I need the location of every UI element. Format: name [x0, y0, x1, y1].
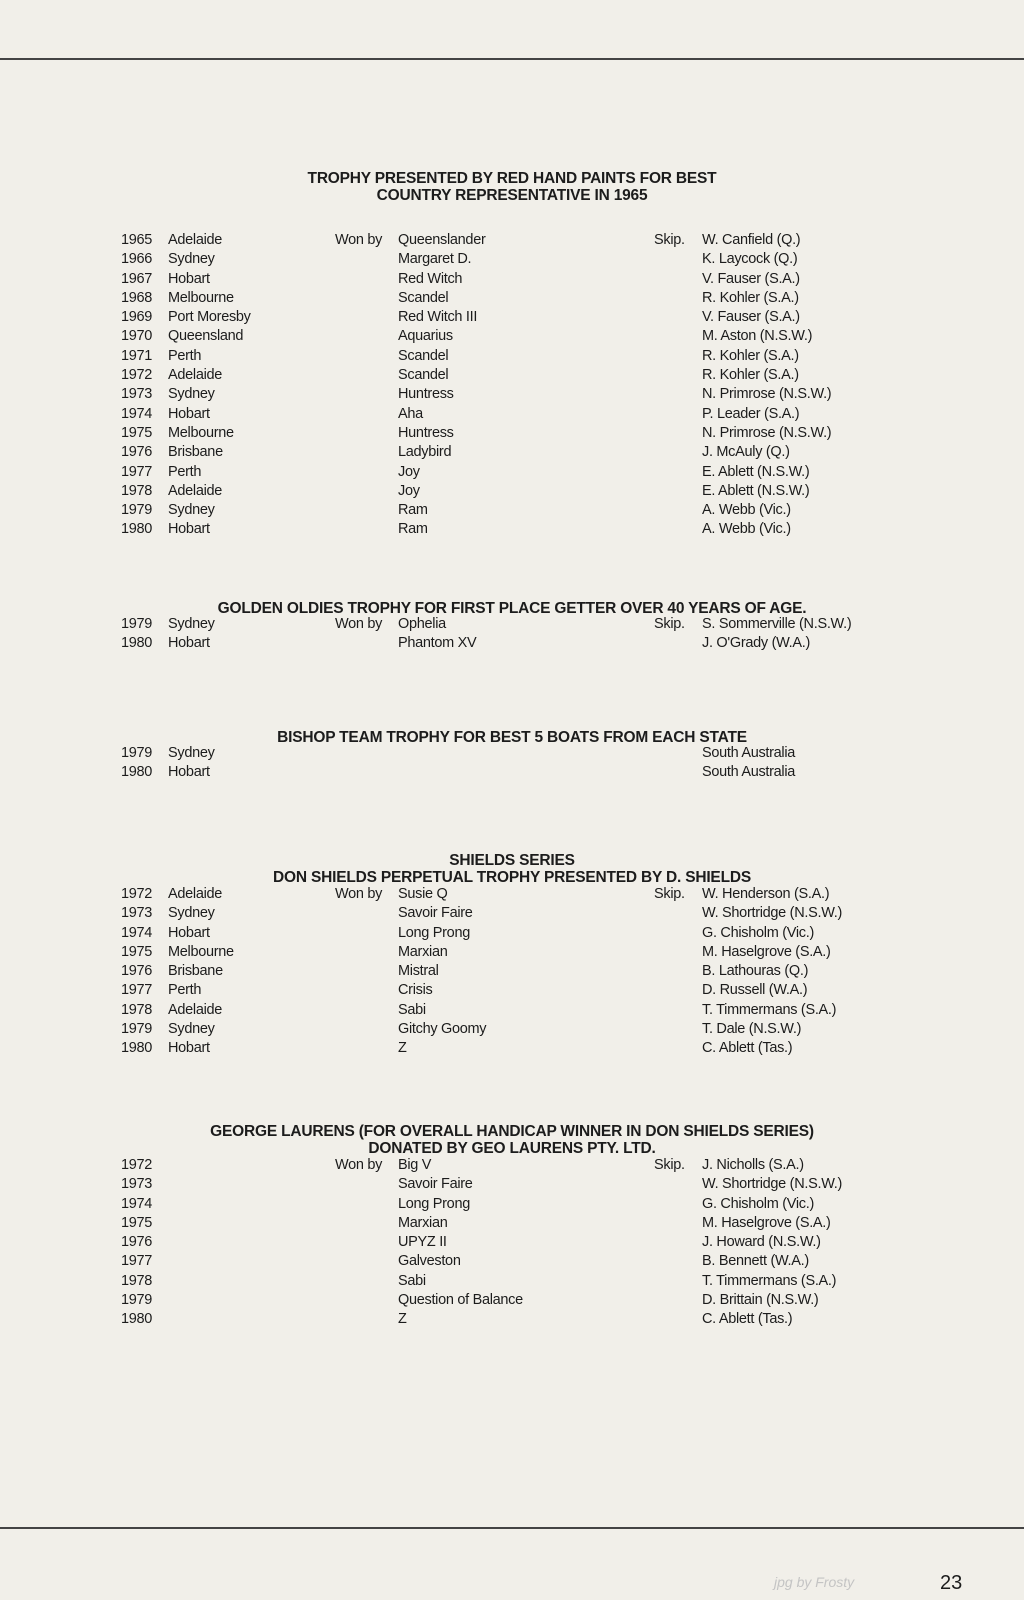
year-cell: 1978 [121, 482, 153, 499]
table-row [0, 289, 1024, 308]
venue-cell: Sydney [168, 1021, 215, 1038]
table-row [0, 501, 1024, 520]
watermark-text: jpg by Frosty [774, 1574, 855, 1590]
skipper-cell: W. Henderson (S.A.) [702, 886, 830, 902]
year-cell: 1968 [121, 289, 153, 306]
table-row [0, 1310, 1024, 1329]
table-row [0, 744, 1024, 763]
skipper-cell: D. Brittain (N.S.W.) [702, 1292, 819, 1309]
skip-label: Skip. [654, 1157, 685, 1173]
bottom-rule [0, 1527, 1024, 1529]
title-line: SHIELDS SERIES [449, 852, 575, 869]
boat-name-cell: Mistral [398, 963, 439, 980]
boat-name-cell: Red Witch III [398, 309, 478, 326]
table-row [0, 463, 1024, 482]
table-row [0, 1252, 1024, 1271]
table-row [0, 885, 1024, 904]
won-by-label: Won by [335, 232, 383, 248]
skipper-cell: P. Leader (S.A.) [702, 405, 800, 422]
boat-name-cell: Huntress [398, 424, 454, 441]
skipper-cell: V. Fauser (S.A.) [702, 270, 800, 287]
won-by-label: Won by [335, 616, 383, 632]
title-line: BISHOP TEAM TROPHY FOR BEST 5 BOATS FROM EACH STATE [277, 729, 747, 746]
boat-name-cell: Aquarius [398, 328, 453, 345]
year-cell: 1979 [121, 502, 153, 519]
boat-name-cell: Scandel [398, 367, 449, 384]
year-cell: 1979 [121, 1021, 153, 1038]
boat-name-cell: UPYZ II [398, 1234, 447, 1251]
venue-cell: Melbourne [168, 424, 234, 441]
venue-cell: Hobart [168, 270, 210, 287]
table-row [0, 1156, 1024, 1175]
skipper-cell: E. Ablett (N.S.W.) [702, 463, 810, 480]
boat-name-cell: Phantom XV [398, 635, 477, 652]
table-row [0, 231, 1024, 250]
boat-name-cell: Savoir Faire [398, 905, 473, 922]
venue-cell: Sydney [168, 745, 215, 761]
boat-name-cell: Sabi [398, 1001, 426, 1018]
boat-name-cell: Big V [398, 1157, 432, 1173]
boat-name-cell: Ram [398, 502, 428, 519]
table-row [0, 763, 1024, 782]
skipper-cell: J. Howard (N.S.W.) [702, 1234, 821, 1251]
venue-cell: Hobart [168, 635, 210, 652]
year-cell: 1977 [121, 463, 153, 480]
venue-cell: Sydney [168, 616, 215, 632]
skip-label: Skip. [654, 886, 685, 902]
table-row [0, 424, 1024, 443]
year-cell: 1966 [121, 251, 153, 268]
skipper-cell: J. O'Grady (W.A.) [702, 635, 811, 652]
skipper-cell: M. Haselgrove (S.A.) [702, 1214, 831, 1231]
year-cell: 1972 [121, 367, 153, 384]
table-row [0, 1233, 1024, 1252]
table-row [0, 347, 1024, 366]
section-golden-oldies-trophy [0, 600, 1024, 654]
table-row [0, 1272, 1024, 1291]
skipper-cell: K. Laycock (Q.) [702, 251, 798, 268]
title-line: TROPHY PRESENTED BY RED HAND PAINTS FOR BEST [307, 170, 717, 187]
skipper-cell: N. Primrose (N.S.W.) [702, 386, 832, 403]
boat-name-cell: Sabi [398, 1272, 426, 1289]
section-title [0, 170, 1024, 204]
boat-name-cell: Scandel [398, 289, 449, 306]
skipper-cell: T. Dale (N.S.W.) [702, 1021, 802, 1038]
skipper-cell: A. Webb (Vic.) [702, 521, 791, 538]
boat-name-cell: Red Witch [398, 270, 463, 287]
year-cell: 1980 [121, 635, 153, 652]
venue-cell: Port Moresby [168, 309, 251, 326]
skipper-cell: E. Ablett (N.S.W.) [702, 482, 810, 499]
year-cell: 1975 [121, 424, 153, 441]
boat-name-cell: Gitchy Goomy [398, 1021, 487, 1038]
table-row [0, 443, 1024, 462]
table-row [0, 1020, 1024, 1039]
year-cell: 1978 [121, 1272, 153, 1289]
skipper-cell: S. Sommerville (N.S.W.) [702, 616, 852, 632]
venue-cell: Adelaide [168, 1001, 223, 1018]
table-row [0, 1291, 1024, 1310]
skipper-cell: V. Fauser (S.A.) [702, 309, 800, 326]
results-table [0, 744, 1024, 783]
table-row [0, 366, 1024, 385]
table-row [0, 270, 1024, 289]
section-title [0, 852, 1024, 886]
year-cell: 1977 [121, 1253, 153, 1270]
venue-cell: Adelaide [168, 232, 223, 248]
boat-name-cell: Long Prong [398, 924, 470, 941]
venue-cell: Hobart [168, 764, 210, 781]
boat-name-cell: Crisis [398, 982, 433, 999]
table-row [0, 520, 1024, 539]
year-cell: 1967 [121, 270, 153, 287]
skipper-cell: R. Kohler (S.A.) [702, 289, 799, 306]
boat-name-cell: Marxian [398, 1214, 448, 1231]
skipper-cell: R. Kohler (S.A.) [702, 347, 799, 364]
boat-name-cell: Galveston [398, 1253, 461, 1270]
year-cell: 1965 [121, 232, 153, 248]
skipper-cell: B. Bennett (W.A.) [702, 1253, 809, 1270]
year-cell: 1973 [121, 905, 153, 922]
year-cell: 1973 [121, 1176, 153, 1193]
table-row [0, 385, 1024, 404]
boat-name-cell: Joy [398, 482, 420, 499]
skipper-cell: W. Canfield (Q.) [702, 232, 801, 248]
year-cell: 1975 [121, 943, 153, 960]
venue-cell: Hobart [168, 521, 210, 538]
results-table [0, 1156, 1024, 1330]
results-table [0, 885, 1024, 1059]
year-cell: 1979 [121, 616, 153, 632]
boat-name-cell: Huntress [398, 386, 454, 403]
venue-cell: Sydney [168, 502, 215, 519]
boat-name-cell: Ladybird [398, 444, 452, 461]
venue-cell: Brisbane [168, 963, 223, 980]
year-cell: 1975 [121, 1214, 153, 1231]
venue-cell: Sydney [168, 386, 215, 403]
year-cell: 1980 [121, 1040, 153, 1057]
venue-cell: Perth [168, 982, 202, 999]
section-bishop-team-trophy [0, 729, 1024, 783]
skipper-cell: C. Ablett (Tas.) [702, 1311, 793, 1328]
results-table [0, 615, 1024, 654]
year-cell: 1976 [121, 444, 153, 461]
boat-name-cell: Queenslander [398, 232, 486, 248]
venue-cell: Sydney [168, 251, 215, 268]
skipper-cell: A. Webb (Vic.) [702, 502, 791, 519]
skipper-cell: J. McAuly (Q.) [702, 444, 790, 461]
year-cell: 1974 [121, 924, 153, 941]
table-row [0, 1175, 1024, 1194]
table-row [0, 250, 1024, 269]
year-cell: 1977 [121, 982, 153, 999]
venue-cell: Hobart [168, 1040, 210, 1057]
section-title [0, 1123, 1024, 1157]
year-cell: 1972 [121, 886, 153, 902]
skipper-cell: G. Chisholm (Vic.) [702, 924, 814, 941]
table-row [0, 981, 1024, 1000]
boat-name-cell: Scandel [398, 347, 449, 364]
table-row [0, 1001, 1024, 1020]
venue-cell: Adelaide [168, 482, 223, 499]
won-by-label: Won by [335, 1157, 383, 1173]
table-row [0, 924, 1024, 943]
table-row [0, 1039, 1024, 1058]
boat-name-cell: Z [398, 1040, 407, 1057]
year-cell: 1974 [121, 405, 153, 422]
venue-cell: Adelaide [168, 367, 223, 384]
skipper-cell: W. Shortridge (N.S.W.) [702, 1176, 843, 1193]
skipper-cell: South Australia [702, 764, 796, 781]
skipper-cell: M. Aston (N.S.W.) [702, 328, 813, 345]
table-row [0, 308, 1024, 327]
table-row [0, 943, 1024, 962]
skipper-cell: W. Shortridge (N.S.W.) [702, 905, 843, 922]
title-line: GOLDEN OLDIES TROPHY FOR FIRST PLACE GETTER OVER 40 YEARS OF AGE. [217, 600, 807, 617]
skipper-cell: T. Timmermans (S.A.) [702, 1001, 837, 1018]
table-row [0, 1195, 1024, 1214]
title-line: DONATED BY GEO LAURENS PTY. LTD. [368, 1140, 656, 1157]
boat-name-cell: Aha [398, 405, 423, 422]
year-cell: 1972 [121, 1157, 153, 1173]
venue-cell: Perth [168, 463, 202, 480]
year-cell: 1979 [121, 745, 153, 761]
year-cell: 1970 [121, 328, 153, 345]
venue-cell: Brisbane [168, 444, 223, 461]
boat-name-cell: Question of Balance [398, 1292, 523, 1309]
year-cell: 1978 [121, 1001, 153, 1018]
skipper-cell: M. Haselgrove (S.A.) [702, 943, 831, 960]
table-row [0, 962, 1024, 981]
boat-name-cell: Long Prong [398, 1195, 470, 1212]
venue-cell: Sydney [168, 905, 215, 922]
venue-cell: Perth [168, 347, 202, 364]
boat-name-cell: Susie Q [398, 886, 448, 902]
skipper-cell: N. Primrose (N.S.W.) [702, 424, 832, 441]
venue-cell: Hobart [168, 924, 210, 941]
skipper-cell: C. Ablett (Tas.) [702, 1040, 793, 1057]
section-red-hand-trophy [0, 170, 1024, 540]
won-by-label: Won by [335, 886, 383, 902]
table-row [0, 327, 1024, 346]
section-shields-series [0, 852, 1024, 1059]
skipper-cell: South Australia [702, 745, 796, 761]
venue-cell: Hobart [168, 405, 210, 422]
boat-name-cell: Ram [398, 521, 428, 538]
boat-name-cell: Joy [398, 463, 420, 480]
skipper-cell: G. Chisholm (Vic.) [702, 1195, 814, 1212]
title-line: DON SHIELDS PERPETUAL TROPHY PRESENTED BY D. SHIELDS [273, 869, 751, 886]
venue-cell: Melbourne [168, 943, 234, 960]
page-number: 23 [940, 1572, 963, 1594]
year-cell: 1969 [121, 309, 153, 326]
table-row [0, 904, 1024, 923]
year-cell: 1980 [121, 764, 153, 781]
skipper-cell: J. Nicholls (S.A.) [702, 1157, 804, 1173]
year-cell: 1974 [121, 1195, 153, 1212]
boat-name-cell: Marxian [398, 943, 448, 960]
skipper-cell: R. Kohler (S.A.) [702, 367, 799, 384]
boat-name-cell: Z [398, 1311, 407, 1328]
year-cell: 1980 [121, 1311, 153, 1328]
table-row [0, 482, 1024, 501]
table-row [0, 615, 1024, 634]
section-george-laurens-trophy [0, 1123, 1024, 1330]
boat-name-cell: Ophelia [398, 616, 446, 632]
year-cell: 1971 [121, 347, 153, 364]
skipper-cell: T. Timmermans (S.A.) [702, 1272, 837, 1289]
table-row [0, 634, 1024, 653]
year-cell: 1980 [121, 521, 153, 538]
title-line: GEORGE LAURENS (FOR OVERALL HANDICAP WINNER IN DON SHIELDS SERIES) [210, 1123, 814, 1140]
table-row [0, 405, 1024, 424]
boat-name-cell: Margaret D. [398, 251, 472, 268]
boat-name-cell: Savoir Faire [398, 1176, 473, 1193]
results-table [0, 231, 1024, 540]
year-cell: 1979 [121, 1292, 153, 1309]
skipper-cell: B. Lathouras (Q.) [702, 963, 809, 980]
table-row [0, 1214, 1024, 1233]
venue-cell: Queensland [168, 328, 244, 345]
venue-cell: Melbourne [168, 289, 234, 306]
venue-cell: Adelaide [168, 886, 223, 902]
skipper-cell: D. Russell (W.A.) [702, 982, 808, 999]
skip-label: Skip. [654, 232, 685, 248]
year-cell: 1973 [121, 386, 153, 403]
top-rule [0, 58, 1024, 60]
skip-label: Skip. [654, 616, 685, 632]
year-cell: 1976 [121, 963, 153, 980]
year-cell: 1976 [121, 1234, 153, 1251]
title-line: COUNTRY REPRESENTATIVE IN 1965 [376, 187, 648, 204]
